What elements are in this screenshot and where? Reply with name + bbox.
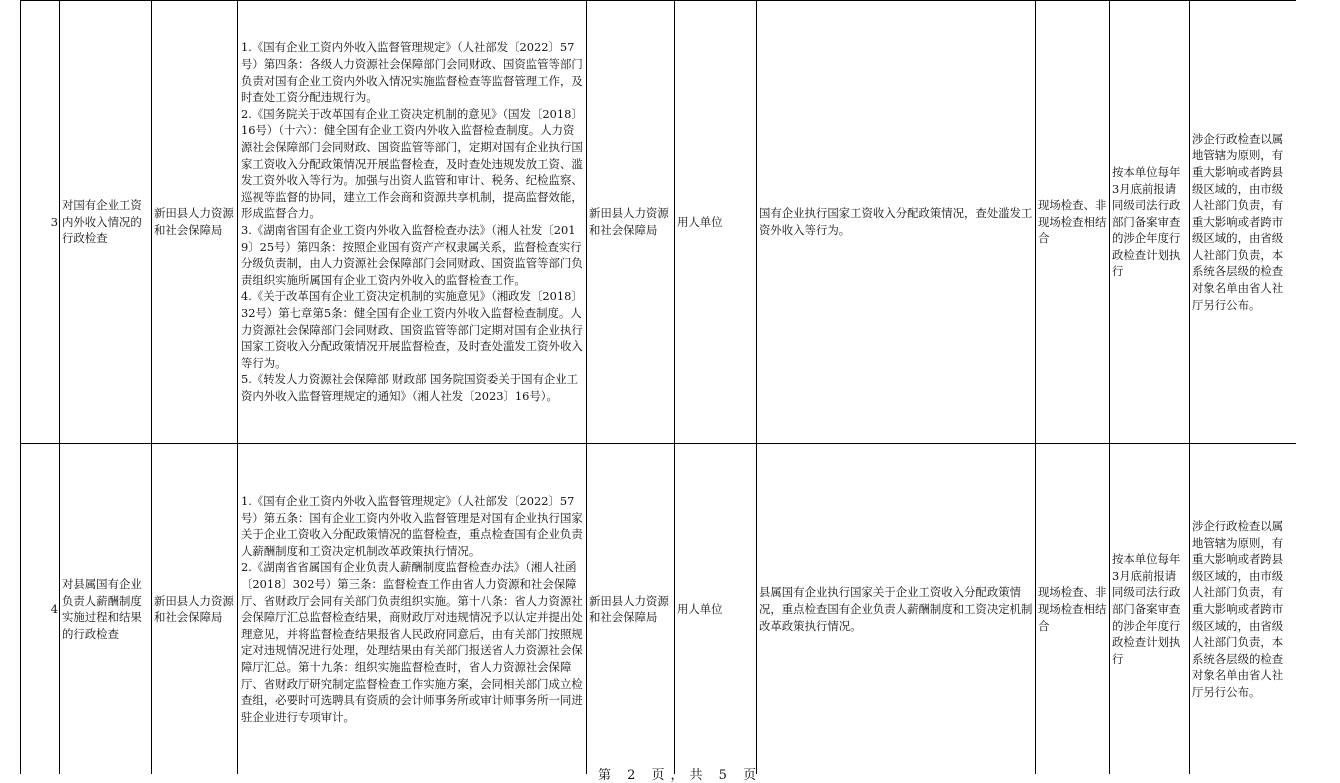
row-number: 3	[21, 1, 60, 444]
page-number-footer: 第 2 页，共 5 页	[598, 768, 763, 783]
inspection-frequency: 按本单位每年3月底前报请同级司法行政部门备案审查的涉企年度行政检查计划执行	[1110, 1, 1190, 444]
inspection-content: 国有企业执行国家工资收入分配政策情况，查处滥发工资外收入等行为。	[757, 1, 1036, 444]
inspection-subject: 新田县人力资源和社会保障局	[587, 444, 675, 775]
inspection-content: 县属国有企业执行国家关于企业工资收入分配政策情况，重点检查国有企业负责人薪酬制度和工资决定机制改革政策执行情况。	[757, 444, 1036, 775]
row-number: 4	[21, 444, 60, 775]
basis-clause: 1.《国有企业工资内外收入监督管理规定》（人社部发〔2022〕57号）第四条：各级人力资源社会保障部门会同财政、国资监管等部门负责对国有企业工资内外收入情况实施监督检查等监督管理工作，及时查处工资分配违规行为。	[241, 40, 583, 105]
basis-clause: 2.《湖南省省属国有企业负责人薪酬制度监督检查办法》（湘人社函〔2018〕302号）第三条：监督检查工作由省人力资源和社会保障厅、省财政厅会同有关部门负责组织实施。第十八条：省人力资源社会保障厅汇总监督检查结果，商财政厅对违规情况予以认定并提出处理意见，并将监督检查结果报省人民政府同意后，由有关部门按照规定对违规情况进行处理，处理结果由有关部门报送省人力资源社会保障厅汇总。第十九条：组织实施监督检查时，省人力资源社会保障厅、省财政厅研究制定监督检查工作实施方案，会同相关部门成立检查组，必要时可选聘具有资质的会计师事务所或审计师事务所一同进驻企业进行专项审计。	[241, 560, 583, 724]
inspection-method: 现场检查、非现场检查相结合	[1036, 1, 1110, 444]
inspection-subject: 新田县人力资源和社会保障局	[587, 1, 675, 444]
table-row	[21, 444, 1297, 775]
basis-clause: 2.《国务院关于改革国有企业工资决定机制的意见》（国发〔2018〕16号）（十六）：健全国有企业工资内外收入监督检查制度。人力资源社会保障部门会同财政、国资监管等部门，定期对国有企业执行国家工资收入分配政策情况开展监督检查，及时查处违规发放工资、滥发工资外收入等行为。加强与出资人监管和审计、税务、纪检监察、巡视等监督的协同，建立工作会商和资源共享机制，提高监督效能，形成监督合力。	[241, 106, 583, 221]
legal-basis	[238, 444, 587, 775]
inspection-frequency: 按本单位每年3月底前报请同级司法行政部门备案审查的涉企年度行政检查计划执行	[1110, 444, 1190, 775]
department: 新田县人力资源和社会保障局	[152, 444, 238, 775]
remark: 涉企行政检查以属地管辖为原则，有重大影响或者跨县级区域的，由市级人社部门负责，有重大影响或者跨市级区域的，由省级人社部门负责，本系统各层级的检查对象名单由省人社厅另行公布。	[1190, 1, 1297, 444]
table-sheet	[20, 0, 1296, 774]
inspection-object: 用人单位	[675, 1, 757, 444]
department: 新田县人力资源和社会保障局	[152, 1, 238, 444]
inspection-item: 对国有企业工资内外收入情况的行政检查	[60, 1, 152, 444]
inspection-item: 对县属国有企业负责人薪酬制度实施过程和结果的行政检查	[60, 444, 152, 775]
basis-clause: 4.《关于改革国有企业工资决定机制的实施意见》（湘政发〔2018〕32号）第七章第5条：健全国有企业工资内外收入监督检查制度。人力资源社会保障部门会同财政、国资监管等部门定期对国有企业执行国家工资收入分配政策情况开展监督检查，及时查处滥发工资外收入等行为。	[241, 289, 583, 370]
legal-basis	[238, 1, 587, 444]
inspection-table	[20, 0, 1296, 774]
basis-clause: 5.《转发人力资源社会保障部 财政部 国务院国资委关于国有企业工资内外收入监督管理规定的通知》（湘人社发〔2023〕16号）。	[241, 372, 579, 403]
remark: 涉企行政检查以属地管辖为原则，有重大影响或者跨县级区域的，由市级人社部门负责，有重大影响或者跨市级区域的，由省级人社部门负责，本系统各层级的检查对象名单由省人社厅另行公布。	[1190, 444, 1297, 775]
table-row	[21, 1, 1297, 444]
inspection-method: 现场检查、非现场检查相结合	[1036, 444, 1110, 775]
inspection-object: 用人单位	[675, 444, 757, 775]
basis-clause: 3.《湖南省国有企业工资内外收入监督检查办法》（湘人社发〔2019〕25号）第四条：按照企业国有资产产权隶属关系，监督检查实行分级负责制，由人力资源社会保障部门会同财政、国资监管等部门负责组织实施所属国有企业工资内外收入的监督检查工作。	[241, 223, 583, 287]
basis-clause: 1.《国有企业工资内外收入监督管理规定》（人社部发〔2022〕57号）第五条：国有企业工资内外收入监督管理是对国有企业执行国家关于企业工资收入分配政策情况的监督检查，重点检查国有企业负责人薪酬制度和工资决定机制改革政策执行情况。	[241, 494, 583, 558]
